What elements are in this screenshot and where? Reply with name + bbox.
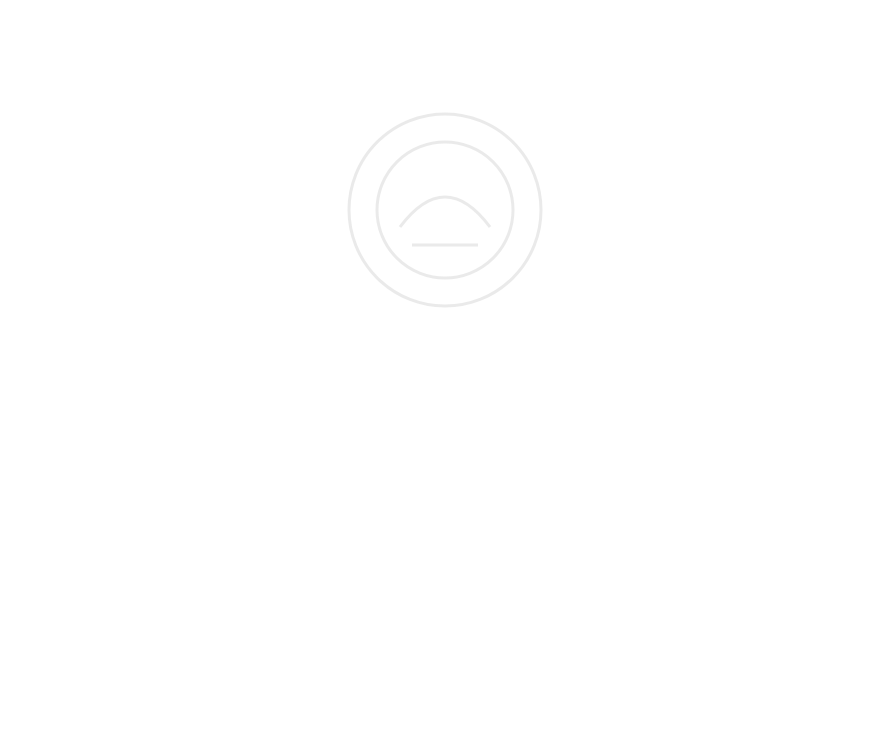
announcement-body — [18, 36, 870, 691]
document-title — [18, 10, 870, 30]
signature-line — [18, 709, 870, 731]
